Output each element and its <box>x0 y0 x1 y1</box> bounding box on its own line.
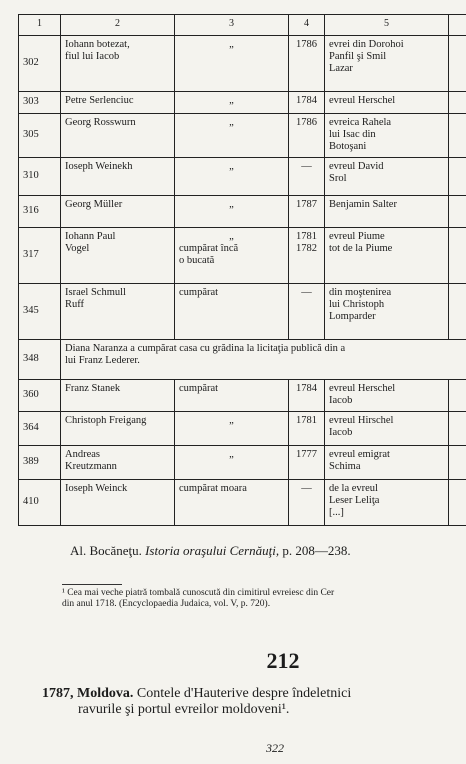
cell-name-line: Georg Müller <box>65 198 123 210</box>
cell-buyer-line: din moştenirea <box>329 286 392 298</box>
table-row <box>19 157 466 195</box>
cell-name-line: Petre Serlenciuc <box>65 94 134 106</box>
cell-name-line: Ruff <box>65 298 85 310</box>
cell-number: 364 <box>19 411 61 445</box>
cell-note-line: cumpărat <box>179 382 219 394</box>
source-citation <box>70 543 351 559</box>
cell-buyer-line: Iacob <box>329 394 353 406</box>
cell-name <box>61 91 175 113</box>
column-header-6 <box>449 15 466 36</box>
cell-buyer <box>325 195 449 227</box>
cell-buyer <box>325 379 449 411</box>
cell-year-line: 1777 <box>296 448 317 460</box>
cell-extra <box>449 411 466 445</box>
cell-year <box>289 227 325 283</box>
document-title-rest: Contele d'Hauterive despre îndeletnici <box>133 686 352 701</box>
cell-number: 316 <box>19 195 61 227</box>
cell-note-line: cumpărat încă <box>179 242 239 254</box>
cell-buyer-line: evreul Hirschel <box>329 414 394 426</box>
cell-buyer-line: evreul Piume <box>329 230 385 242</box>
footnote-line-1: ¹ Cea mai veche piatră tombală cunoscută din cimitirul evreiesc din Cer <box>62 588 335 598</box>
cell-name-line: Vogel <box>65 242 90 254</box>
table-row <box>19 411 466 445</box>
cell-note-line: „ <box>229 414 234 426</box>
cell-note-line: cumpărat <box>179 286 219 298</box>
cell-buyer-line: Botoşani <box>329 140 367 152</box>
cell-buyer-line: Schima <box>329 460 361 472</box>
table-row <box>19 35 466 91</box>
cell-extra <box>449 195 466 227</box>
table-row <box>19 113 466 157</box>
cell-note <box>175 379 289 411</box>
cell-year <box>289 379 325 411</box>
cell-name <box>61 113 175 157</box>
cell-year-line: 1781 <box>296 230 317 242</box>
cell-year-line: — <box>301 286 312 298</box>
cell-number: 348 <box>19 339 61 379</box>
cell-buyer-line: lui Christoph <box>329 298 385 310</box>
cell-note-line: o bucată <box>179 254 215 266</box>
cell-year <box>289 283 325 339</box>
cell-note <box>175 195 289 227</box>
page-number: 322 <box>266 741 284 755</box>
cell-name <box>61 157 175 195</box>
footnote <box>62 588 466 610</box>
cell-name <box>61 379 175 411</box>
cell-buyer-line: tot de la Piume <box>329 242 393 254</box>
cell-name-line: Franz Stanek <box>65 382 121 394</box>
table-row <box>19 195 466 227</box>
cell-year-line: 1784 <box>296 94 317 106</box>
document-title-line-2: ravurile şi portul evreilor moldoveni¹. <box>78 702 290 718</box>
cell-buyer <box>325 445 449 479</box>
table-row <box>19 479 466 525</box>
cell-name <box>61 35 175 91</box>
cell-year-line: 1782 <box>296 242 317 254</box>
cell-number: 317 <box>19 227 61 283</box>
cell-extra <box>449 283 466 339</box>
cell-year <box>289 195 325 227</box>
cell-extra <box>449 113 466 157</box>
cell-name-line: Christoph Freigang <box>65 414 147 426</box>
cell-year <box>289 479 325 525</box>
cell-name-line: Israel Schmull <box>65 286 126 298</box>
cell-name-line: fiul lui Iacob <box>65 50 120 62</box>
cell-name-line: Georg Rosswurn <box>65 116 136 128</box>
cell-name-line: Ioseph Weinekh <box>65 160 133 172</box>
cell-buyer-line: evreica Rahela <box>329 116 392 128</box>
cell-extra <box>449 35 466 91</box>
cell-year <box>289 35 325 91</box>
cell-buyer-line: evreul Herschel <box>329 94 396 106</box>
cell-note <box>175 91 289 113</box>
document-title-bold: 1787, Moldova. <box>42 686 134 701</box>
cell-year <box>289 113 325 157</box>
cell-buyer-line: evrei din Dorohoi <box>329 38 404 50</box>
cell-name <box>61 445 175 479</box>
cell-buyer-line: evreul David <box>329 160 384 172</box>
cell-buyer-line: Lomparder <box>329 310 376 322</box>
cell-note-line: „ <box>229 116 234 128</box>
cell-buyer-line: [...] <box>329 506 344 518</box>
cell-year <box>289 91 325 113</box>
column-header-1: 1 <box>19 15 61 36</box>
cell-year <box>289 445 325 479</box>
cell-full-text-line: Diana Naranza a cumpărat casa cu grădina la licitaţia publică din a <box>65 342 346 354</box>
cell-year-line: — <box>301 160 312 172</box>
footnote-line-2: din anul 1718. (Encyclopaedia Judaica, vol. V, p. 720). <box>62 598 271 609</box>
table-row <box>19 445 466 479</box>
cell-buyer <box>325 113 449 157</box>
cell-number: 310 <box>19 157 61 195</box>
cell-number: 345 <box>19 283 61 339</box>
document-title <box>42 686 466 718</box>
cell-extra <box>449 479 466 525</box>
cell-name-line: Iohann Paul <box>65 230 116 242</box>
cell-name-line: Andreas <box>65 448 100 460</box>
column-header-4: 4 <box>289 15 325 36</box>
cell-buyer <box>325 157 449 195</box>
cell-name <box>61 227 175 283</box>
cell-name-line: Kreutzmann <box>65 460 117 472</box>
cell-number: 360 <box>19 379 61 411</box>
cell-buyer-line: Srol <box>329 172 347 184</box>
property-register-table <box>18 14 466 526</box>
cell-note-line: „ <box>229 160 234 172</box>
cell-number: 389 <box>19 445 61 479</box>
cell-note <box>175 227 289 283</box>
cell-extra <box>449 227 466 283</box>
footnote-divider <box>62 584 122 585</box>
source-author: Al. Bocăneţu. <box>70 543 142 558</box>
cell-name <box>61 479 175 525</box>
column-header-5: 5 <box>325 15 449 36</box>
cell-year-line: 1786 <box>296 116 317 128</box>
cell-note <box>175 35 289 91</box>
cell-note <box>175 113 289 157</box>
cell-buyer <box>325 283 449 339</box>
cell-buyer <box>325 91 449 113</box>
cell-year-line: 1786 <box>296 38 317 50</box>
cell-year <box>289 411 325 445</box>
cell-note-line: „ <box>229 230 234 242</box>
cell-note <box>175 411 289 445</box>
table-row <box>19 227 466 283</box>
cell-name-line: Ioseph Weinck <box>65 482 128 494</box>
cell-buyer-line: Leser Leliţa <box>329 494 380 506</box>
cell-year-line: — <box>301 482 312 494</box>
register-table-wrapper <box>18 14 466 526</box>
cell-note-line: „ <box>229 448 234 460</box>
cell-note <box>175 283 289 339</box>
cell-extra <box>449 91 466 113</box>
cell-name <box>61 411 175 445</box>
cell-name-line: Iohann botezat, <box>65 38 130 50</box>
document-number: 212 <box>266 648 300 673</box>
cell-buyer <box>325 479 449 525</box>
cell-note-line: „ <box>229 198 234 210</box>
cell-name <box>61 195 175 227</box>
cell-number: 303 <box>19 91 61 113</box>
cell-year-line: 1784 <box>296 382 317 394</box>
cell-name <box>61 283 175 339</box>
cell-number: 410 <box>19 479 61 525</box>
cell-buyer <box>325 411 449 445</box>
cell-extra <box>449 379 466 411</box>
table-row <box>19 91 466 113</box>
cell-buyer-line: evreul Herschel <box>329 382 396 394</box>
cell-number: 302 <box>19 35 61 91</box>
cell-full-text-line: lui Franz Lederer. <box>65 354 140 366</box>
table-header-row <box>19 15 466 36</box>
cell-full-text <box>61 339 466 379</box>
cell-note <box>175 157 289 195</box>
column-header-3: 3 <box>175 15 289 36</box>
source-work: Istoria oraşului Cernăuţi, <box>145 543 280 558</box>
cell-year-line: 1787 <box>296 198 317 210</box>
source-pages: p. 208—238. <box>282 543 351 558</box>
table-row <box>19 379 466 411</box>
cell-buyer-line: de la evreul <box>329 482 378 494</box>
cell-number: 305 <box>19 113 61 157</box>
cell-note-line: „ <box>229 38 234 50</box>
cell-note <box>175 479 289 525</box>
cell-buyer-line: evreul emigrat <box>329 448 390 460</box>
cell-buyer-line: Lazar <box>329 62 353 74</box>
cell-year-line: 1781 <box>296 414 317 426</box>
column-header-2: 2 <box>61 15 175 36</box>
cell-year <box>289 157 325 195</box>
cell-buyer-line: lui Isac din <box>329 128 376 140</box>
cell-buyer-line: Benjamin Salter <box>329 198 397 210</box>
table-row <box>19 283 466 339</box>
cell-note-line: cumpărat moara <box>179 482 247 494</box>
table-body <box>19 35 466 525</box>
cell-note <box>175 445 289 479</box>
cell-buyer-line: Iacob <box>329 426 353 438</box>
cell-extra <box>449 445 466 479</box>
cell-note-line: „ <box>229 94 234 106</box>
cell-buyer <box>325 35 449 91</box>
cell-buyer-line: Panfil şi Smil <box>329 50 387 62</box>
table-row-full-width <box>19 339 466 379</box>
cell-extra <box>449 157 466 195</box>
cell-buyer <box>325 227 449 283</box>
